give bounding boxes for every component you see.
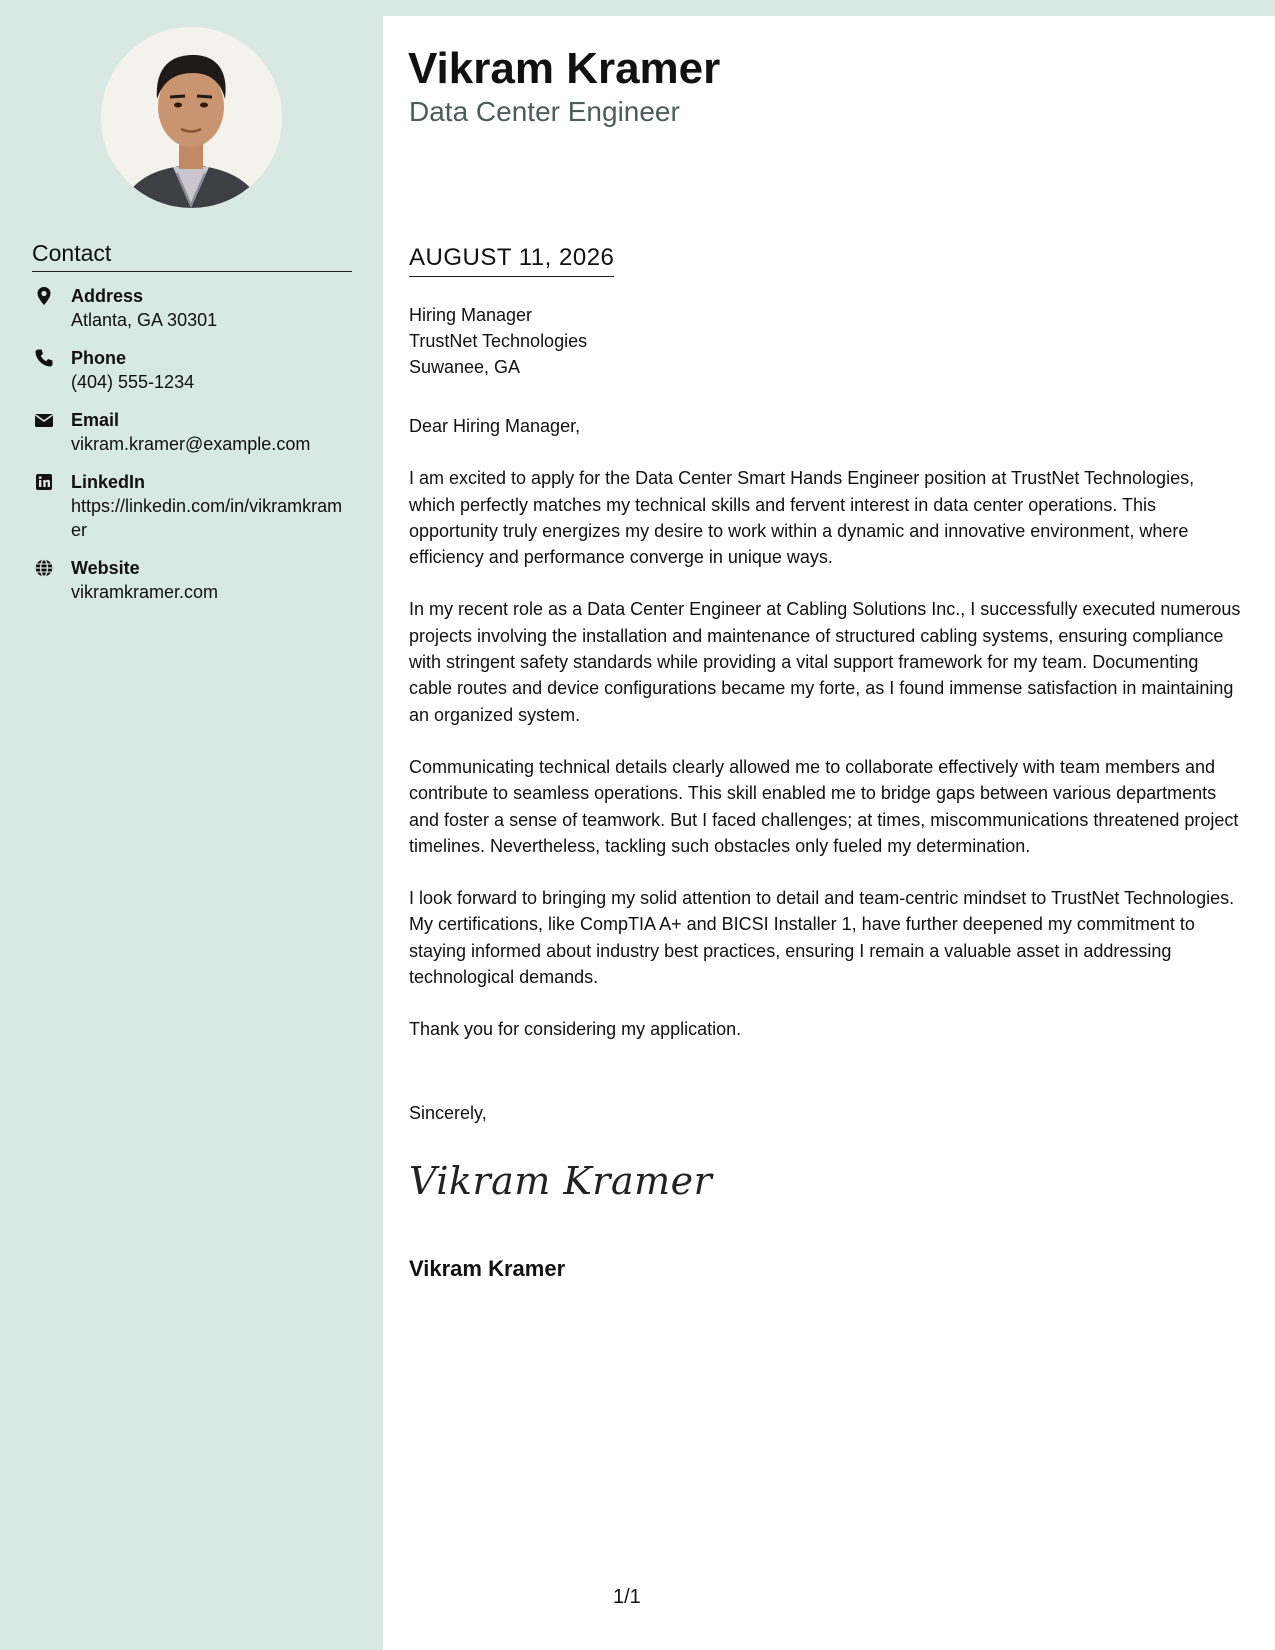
body-paragraph: I am excited to apply for the Data Center Smart Hands Engineer position at TrustNet Technologies, which perfectly matches my technical skills and fervent interest in data center operations. This opportunity truly energizes my desire to work within a dynamic and innovative environment, where efficiency and performance converge in unique ways. bbox=[409, 468, 1195, 568]
letter-date: AUGUST 11, 2026 bbox=[409, 244, 614, 277]
body-paragraph: I look forward to bringing my solid attention to detail and team-centric mindset to TrustNet Technologies. My certifications, like CompTIA A+ and BICSI Installer 1, have further deepened my commitment to staying informed about industry best practices, ensuring I remain a valuable asset in addressing technological demands. bbox=[409, 888, 1235, 988]
contact-value[interactable]: vikramkramer.com bbox=[71, 582, 219, 602]
contact-item-address bbox=[32, 284, 352, 332]
phone-icon bbox=[34, 348, 54, 368]
applicant-name: Vikram Kramer bbox=[408, 44, 721, 93]
contact-label: LinkedIn bbox=[71, 472, 146, 492]
job-title: Data Center Engineer bbox=[409, 96, 680, 127]
signer-name: Vikram Kramer bbox=[409, 1256, 566, 1281]
contact-item-phone bbox=[32, 346, 352, 394]
email-icon bbox=[34, 410, 54, 430]
contact-item-linkedin bbox=[32, 470, 352, 542]
contact-value: vikram.kramer@example.com bbox=[71, 434, 311, 454]
contact-label: Address bbox=[71, 286, 144, 306]
contact-value: Atlanta, GA 30301 bbox=[71, 310, 218, 330]
recipient-company: TrustNet Technologies bbox=[409, 331, 588, 351]
recipient-block bbox=[409, 302, 587, 380]
contact-item-website bbox=[32, 556, 352, 604]
body-paragraph: Thank you for considering my application. bbox=[409, 1019, 742, 1040]
body-paragraph: In my recent role as a Data Center Engineer at Cabling Solutions Inc., I successfully executed numerous projects involving the installation and maintenance of structured cabling systems, ensuring compliance with stringent safety standards while providing a vital support framework for my team. Documenting cable routes and device configurations became my forte, as I found immense satisfaction in maintaining an organized system. bbox=[409, 599, 1241, 725]
contact-item-email bbox=[32, 408, 352, 456]
contact-list bbox=[32, 284, 352, 618]
body-paragraph: Communicating technical details clearly allowed me to collaborate effectively with team members and contribute to seamless operations. This skill enabled me to bridge gaps between various departments and foster a sense of teamwork. But I faced challenges; at times, miscommunications threatened project timelines. Nevertheless, tackling such obstacles only fueled my determination. bbox=[409, 756, 1239, 856]
location-pin-icon bbox=[34, 286, 54, 306]
contact-value: (404) 555-1234 bbox=[71, 372, 195, 392]
contact-heading: Contact bbox=[32, 240, 352, 272]
closing: Sincerely, bbox=[409, 1103, 487, 1123]
letter-main bbox=[383, 16, 1275, 1650]
recipient-name: Hiring Manager bbox=[409, 305, 533, 325]
signature: Vikram Kramer bbox=[409, 1159, 713, 1203]
contact-value[interactable]: https://linkedin.com/in/vikramkramer bbox=[71, 496, 343, 540]
sidebar bbox=[0, 0, 383, 1650]
globe-icon bbox=[34, 558, 54, 578]
profile-photo bbox=[101, 27, 282, 208]
contact-label: Phone bbox=[71, 348, 127, 368]
letter-body bbox=[409, 413, 1244, 1069]
contact-label: Email bbox=[71, 410, 120, 430]
linkedin-icon bbox=[34, 472, 54, 492]
recipient-location: Suwanee, GA bbox=[409, 357, 521, 377]
salutation: Dear Hiring Manager, bbox=[409, 416, 581, 436]
contact-label: Website bbox=[71, 558, 140, 578]
page-number: 1/1 bbox=[613, 1586, 641, 1608]
